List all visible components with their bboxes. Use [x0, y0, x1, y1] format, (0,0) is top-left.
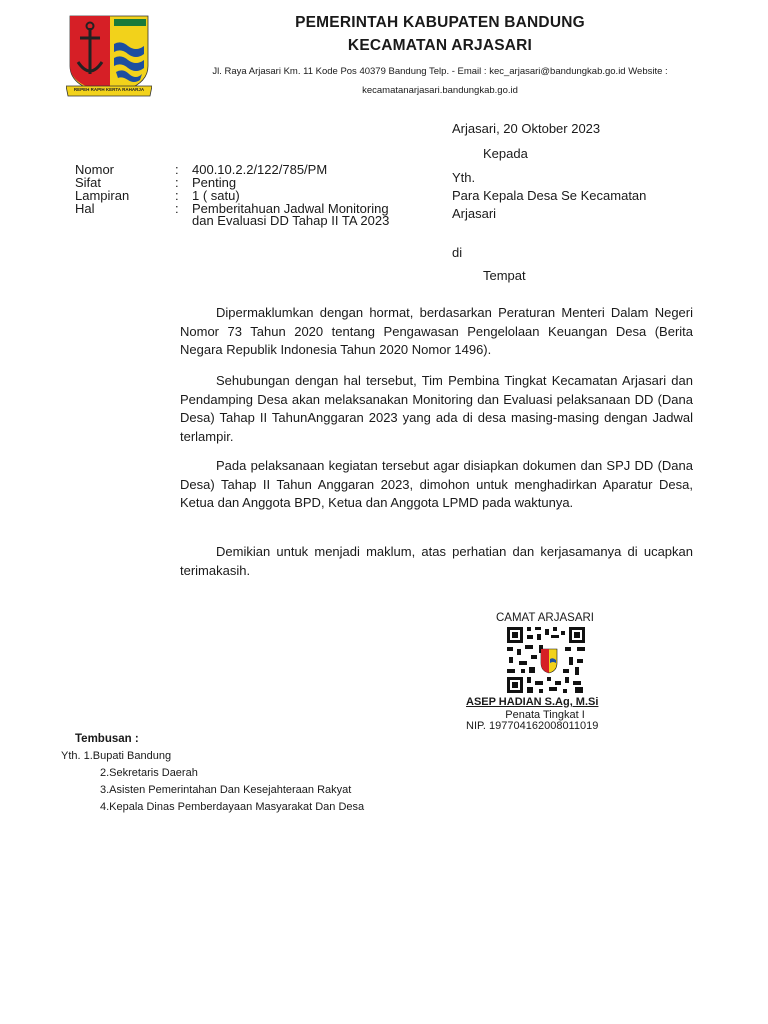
hal-colon: :	[175, 201, 179, 216]
lampiran-colon: :	[175, 188, 179, 203]
body-paragraph-2: Sehubungan dengan hal tersebut, Tim Pembina Tingkat Kecamatan Arjasari dan Pendamping Desa akan melaksanakan Monitoring dan Evaluasi pelaksanaan DD (Dana Desa) Tahap II TahunAnggaran 2023 yang ada di desa masing-masing dengan Jadwal terlampir.	[180, 373, 693, 444]
address-line1: Jl. Raya Arjasari Km. 11 Kode Pos 40379 Bandung Telp. - Email : kec_arjasari@bandungkab.go.id Website :	[212, 66, 668, 77]
org-name-line1: PEMERINTAH KABUPATEN BANDUNG	[295, 14, 585, 31]
tembusan-item-3: 3.Asisten Pemerintahan Dan Kesejahteraan Rakyat	[100, 784, 352, 796]
body-paragraph-1: Dipermaklumkan dengan hormat, berdasarkan Peraturan Menteri Dalam Negeri Nomor 73 Tahun 2020 tentang Pengawasan Pengelolaan Keuangan Desa (Berita Negara Republik Indonesia Tahun 2020 Nomor 1496).	[180, 305, 693, 357]
body-paragraph-3: Pada pelaksanaan kegiatan tersebut agar disiapkan dokumen dan SPJ DD (Dana Desa) Tahap II Tahun Anggaran 2023, dimohon untuk menghadirkan Aparatur Desa, Ketua dan Anggota BPD, Ketua dan Anggota LPMD pada waktunya.	[180, 458, 693, 510]
hal-value-line1: Pemberitahuan Jadwal Monitoring	[192, 201, 389, 216]
tembusan-item-2: 2.Sekretaris Daerah	[100, 767, 198, 779]
lampiran-label: Lampiran	[75, 188, 130, 203]
kabupaten-bandung-logo	[66, 14, 152, 98]
tembusan-title: Tembusan :	[75, 733, 139, 745]
recipient-line1: Para Kepala Desa Se Kecamatan	[452, 188, 647, 203]
nomor-label: Nomor	[75, 162, 115, 177]
tembusan-item-4: 4.Kepala Dinas Pemberdayaan Masyarakat Dan Desa	[100, 801, 365, 813]
sifat-value: Penting	[192, 175, 237, 190]
tempat-label: Tempat	[483, 268, 526, 283]
signatory-name: ASEP HADIAN S.Ag, M.Si	[466, 696, 599, 708]
body-paragraph-4: Demikian untuk menjadi maklum, atas perhatian dan kerjasamanya di ucapkan terimakasih.	[180, 544, 693, 578]
yth-label: Yth.	[452, 170, 476, 185]
signatory-rank: Penata Tingkat I	[505, 709, 585, 721]
nomor-colon: :	[175, 162, 179, 177]
lampiran-value: 1 ( satu)	[192, 188, 240, 203]
nomor-value: 400.10.2.2/122/785/PM	[192, 162, 328, 177]
signatory-nip: NIP. 197704162008011019	[466, 720, 599, 732]
logo-motto: REPEH RAPIH KERTA RAHARJA	[73, 87, 145, 92]
di-label: di	[452, 245, 463, 260]
org-name-line2: KECAMATAN ARJASARI	[347, 37, 533, 54]
address-line2: kecamatanarjasari.bandungkab.go.id	[362, 85, 518, 96]
hal-value-line2: dan Evaluasi DD Tahap II TA 2023	[192, 213, 390, 228]
hal-label: Hal	[75, 201, 95, 216]
kepada-label: Kepada	[483, 146, 528, 161]
letter-date: Arjasari, 20 Oktober 2023	[452, 121, 601, 136]
tembusan-item-1: Yth. 1.Bupati Bandung	[61, 750, 172, 762]
sifat-label: Sifat	[75, 175, 102, 190]
recipient-line2: Arjasari	[452, 206, 497, 221]
signature-qr-code	[505, 625, 587, 695]
signature-title: CAMAT ARJASARI	[496, 612, 594, 624]
sifat-colon: :	[175, 175, 179, 190]
